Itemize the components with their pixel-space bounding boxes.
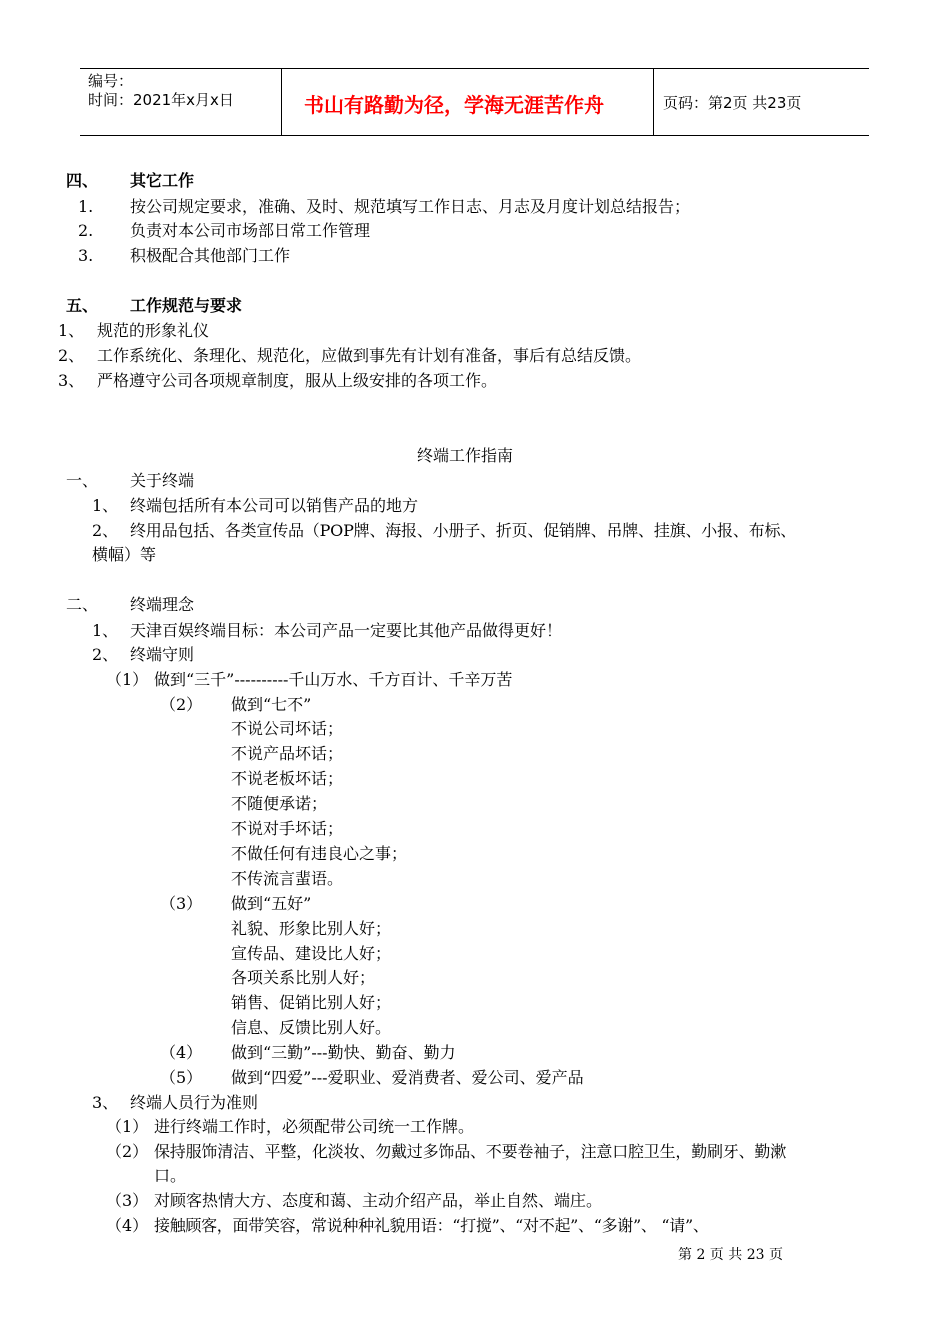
part2-item-1: 天津百娱终端目标：本公司产品一定要比其他产品做得更好！ [130, 621, 563, 640]
rule-2-line: 不做任何有违良心之事； [231, 844, 408, 863]
rule-3-line: 信息、反馈比别人好。 [231, 1018, 392, 1037]
rule-3-line: 礼貌、形象比别人好； [231, 919, 392, 938]
rule-4: 做到“三勤”---勤快、勤奋、勤力 [231, 1043, 456, 1062]
conduct-3-num: （3） [106, 1191, 149, 1210]
rule-1: 做到“三千”----------千山万水、千方百计、千辛万苦 [154, 670, 513, 689]
header-divider-2 [653, 68, 654, 136]
section4-item-1: 按公司规定要求，准确、及时、规范填写工作日志、月志及月度计划总结报告； [130, 197, 691, 216]
conduct-2-continuation: 口。 [154, 1166, 187, 1185]
part1-title: 关于终端 [130, 471, 195, 490]
rule-3-line: 销售、促销比别人好； [231, 993, 392, 1012]
header-date-label: 时间：2021年x月x日 [88, 91, 234, 109]
rule-3: 做到“五好” [231, 894, 312, 913]
part2-number: 二、 [66, 595, 99, 614]
conduct-3: 对顾客热情大方、态度和蔼、主动介绍产品，举止自然、端庄。 [154, 1191, 603, 1210]
part2-item-1-num: 1、 [92, 621, 119, 640]
part2-item-3-num: 3、 [92, 1093, 119, 1112]
part1-number: 一、 [66, 471, 99, 490]
section4-item-3: 积极配合其他部门工作 [130, 246, 291, 265]
rule-2-line: 不说对手坏话； [231, 819, 344, 838]
section4-item-2: 负责对本公司市场部日常工作管理 [130, 221, 371, 240]
part1-item-2-num: 2、 [92, 521, 119, 540]
rule-3-line: 各项关系比别人好； [231, 968, 376, 987]
section4-item-3-num: 3. [78, 246, 94, 265]
part1-item-1-num: 1、 [92, 496, 119, 515]
rule-2-line: 不说公司坏话； [231, 719, 344, 738]
section5-item-2-num: 2、 [58, 346, 85, 365]
conduct-1: 进行终端工作时，必须配带公司统一工作牌。 [154, 1117, 475, 1136]
part1-item-2-continuation: 横幅）等 [92, 545, 157, 564]
rule-2: 做到“七不” [231, 695, 312, 714]
rule-2-num: （2） [160, 695, 203, 714]
rule-4-num: （4） [160, 1043, 203, 1062]
section4-item-2-num: 2. [78, 221, 94, 240]
section4-number: 四、 [66, 171, 99, 190]
rule-2-line: 不随便承诺； [231, 794, 328, 813]
header-number-label: 编号： [88, 72, 134, 90]
header-page-label: 页码：第2页 共23页 [663, 94, 802, 112]
rule-2-line: 不说产品坏话； [231, 744, 344, 763]
part1-item-2: 终用品包括、各类宣传品（POP牌、海报、小册子、折页、促销牌、吊牌、挂旗、小报、布标、 [130, 521, 797, 540]
conduct-2: 保持服饰清洁、平整，化淡妆、勿戴过多饰品、不要卷袖子，注意口腔卫生，勤刷牙、勤漱 [154, 1142, 787, 1161]
rule-2-line: 不传流言蜚语。 [231, 869, 344, 888]
section5-item-1: 规范的形象礼仪 [97, 321, 210, 340]
conduct-2-num: （2） [106, 1142, 149, 1161]
part2-item-3: 终端人员行为准则 [130, 1093, 259, 1112]
header-top-rule [80, 68, 869, 69]
footer-page-number: 第 2 页 共 23 页 [678, 1247, 783, 1263]
part2-item-2-num: 2、 [92, 645, 119, 664]
rule-5-num: （5） [160, 1068, 203, 1087]
section5-item-3: 严格遵守公司各项规章制度，服从上级安排的各项工作。 [97, 371, 498, 390]
header-bottom-rule [80, 135, 869, 136]
part2-item-2: 终端守则 [130, 645, 195, 664]
section4-item-1-num: 1. [78, 197, 94, 216]
section5-title: 工作规范与要求 [130, 296, 243, 315]
conduct-4-num: （4） [106, 1216, 149, 1235]
conduct-4: 接触顾客，面带笑容，常说种种礼貌用语：“打搅”、“对不起”、“多谢”、 “请”、 [154, 1216, 709, 1235]
rule-5: 做到“四爱”---爱职业、爱消费者、爱公司、爱产品 [231, 1068, 584, 1087]
header-motto: 书山有路勤为径，学海无涯苦作舟 [304, 93, 604, 117]
section5-item-3-num: 3、 [58, 371, 85, 390]
rule-3-line: 宣传品、建设比人好； [231, 944, 392, 963]
guide-title: 终端工作指南 [417, 446, 514, 465]
rule-2-line: 不说老板坏话； [231, 769, 344, 788]
part2-title: 终端理念 [130, 595, 195, 614]
rule-1-num: （1） [106, 670, 149, 689]
rule-3-num: （3） [160, 894, 203, 913]
part1-item-1: 终端包括所有本公司可以销售产品的地方 [130, 496, 419, 515]
header-divider-1 [281, 68, 282, 136]
section5-item-1-num: 1、 [58, 321, 85, 340]
section4-title: 其它工作 [130, 171, 195, 190]
section5-item-2: 工作系统化、条理化、规范化，应做到事先有计划有准备，事后有总结反馈。 [97, 346, 642, 365]
section5-number: 五、 [66, 296, 99, 315]
conduct-1-num: （1） [106, 1117, 149, 1136]
